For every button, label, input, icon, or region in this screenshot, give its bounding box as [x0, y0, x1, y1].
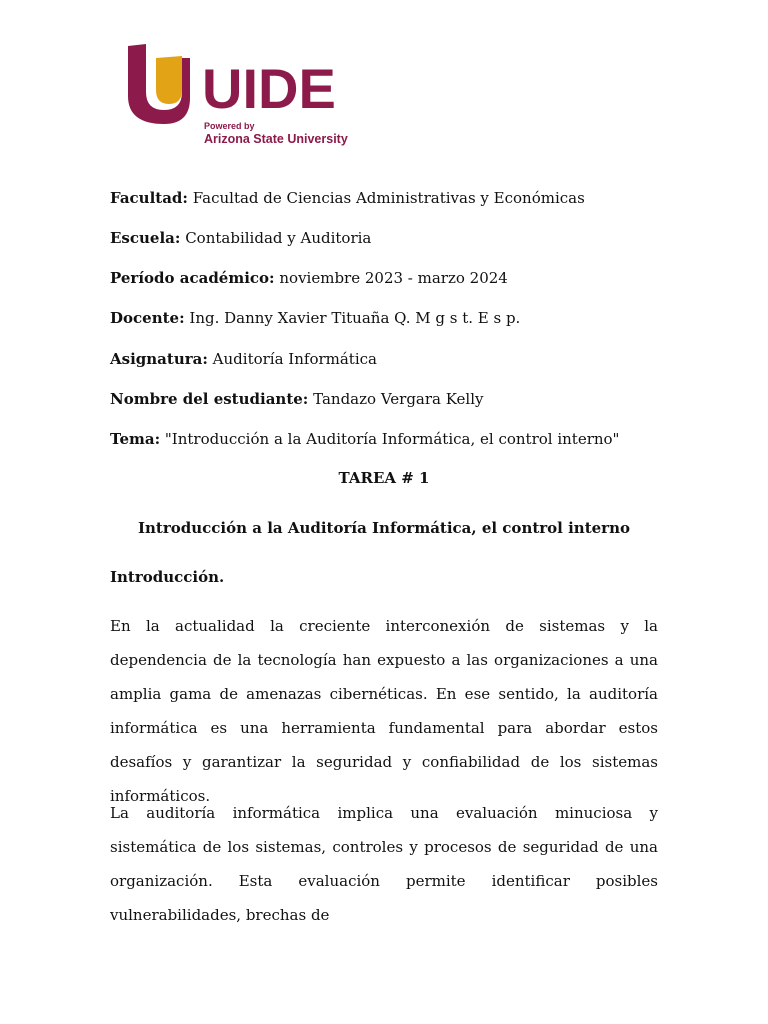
field-value: Tandazo Vergara Kelly — [313, 390, 484, 408]
field-value: "Introducción a la Auditoría Informática, el control interno" — [164, 430, 620, 448]
logo-u-gold — [156, 56, 182, 104]
logo-powered-by: Powered by — [204, 121, 255, 131]
field-label: Nombre del estudiante: — [110, 390, 309, 408]
field-escuela — [110, 228, 371, 248]
field-value: Contabilidad y Auditoria — [185, 229, 372, 247]
field-label: Docente: — [110, 309, 185, 327]
section-heading: Introducción. — [110, 568, 225, 586]
paragraph-2: La auditoría informática implica una evaluación minuciosa y sistemática de los sistemas, controles y procesos de seguridad de una organización. Esta evaluación permite identificar posibles vulnerabilidades, brechas de — [110, 804, 658, 924]
field-asignatura — [110, 349, 377, 369]
field-value: Auditoría Informática — [212, 350, 377, 368]
field-value: Facultad de Ciencias Administrativas y Económicas — [192, 189, 585, 207]
assignment-title: TAREA # 1 — [338, 469, 430, 487]
field-tema — [110, 429, 619, 449]
field-estudiante — [110, 389, 484, 409]
field-periodo — [110, 268, 508, 288]
field-label: Período académico: — [110, 269, 275, 287]
field-value: Ing. Danny Xavier Tituaña Q. M g s t. E s p. — [189, 309, 521, 327]
paragraph-1: En la actualidad la creciente interconexión de sistemas y la dependencia de la tecnología han expuesto a las organizaciones a una amplia gama de amenazas cibernéticas. En ese sentido, la auditoría informática es una herramienta fundamental para abordar estos desafíos y garantizar la seguridad y confiabilidad de los sistemas informáticos. — [110, 617, 658, 805]
field-docente — [110, 308, 520, 328]
logo-brand-text: UIDE — [202, 57, 336, 120]
field-label: Asignatura: — [110, 350, 208, 368]
field-label: Facultad: — [110, 189, 188, 207]
field-label: Tema: — [110, 430, 161, 448]
field-facultad — [110, 188, 585, 208]
field-label: Escuela: — [110, 229, 181, 247]
logo-university: Arizona State University — [204, 132, 348, 146]
uide-logo-graphic — [126, 42, 366, 152]
uide-logo — [126, 42, 366, 152]
document-title: Introducción a la Auditoría Informática, el control interno — [138, 519, 630, 537]
field-value: noviembre 2023 - marzo 2024 — [279, 269, 508, 287]
